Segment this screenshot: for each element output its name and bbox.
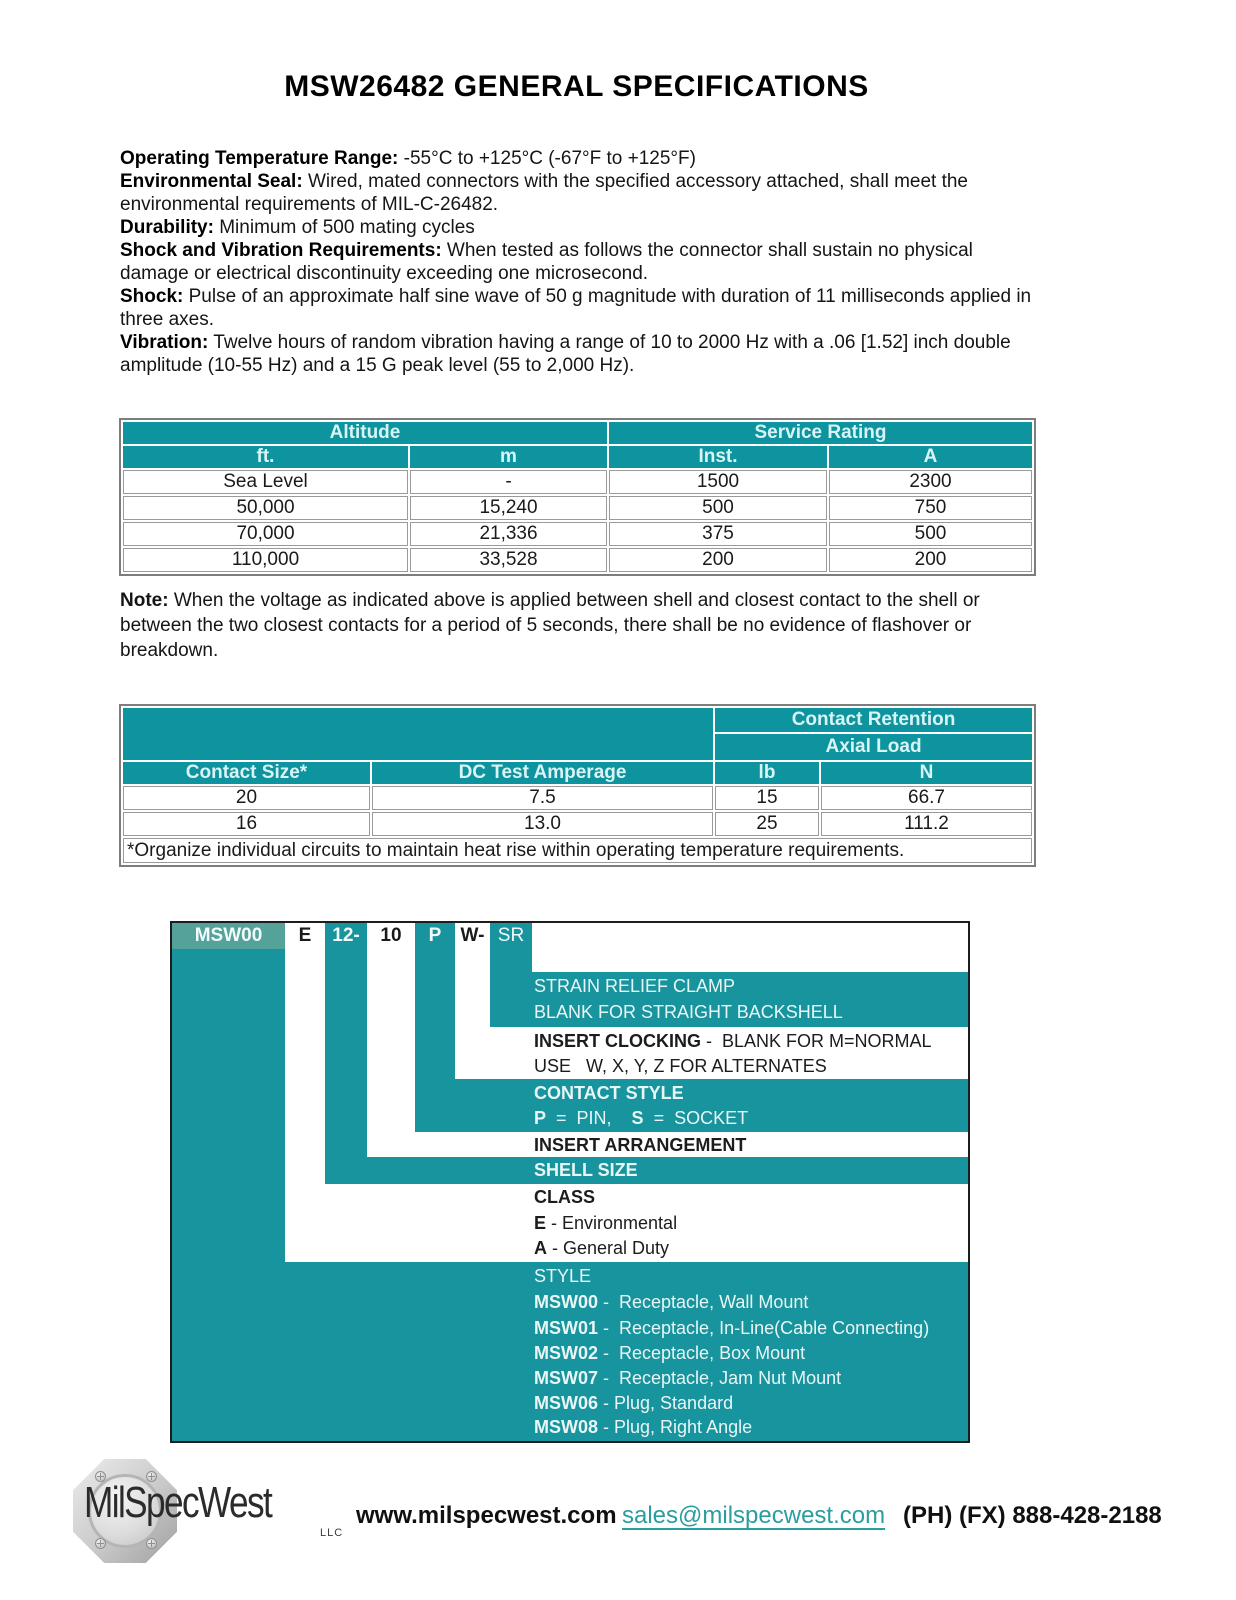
style-item: MSW08 - Plug, Right Angle xyxy=(534,1417,753,1437)
data-cell: 375 xyxy=(609,522,827,546)
screw-icon xyxy=(95,1538,106,1549)
col-header-m: m xyxy=(410,446,607,468)
data-cell: - xyxy=(410,470,607,494)
data-cell: 16 xyxy=(123,812,370,836)
website-url: www.milspecwest.com xyxy=(356,1502,617,1529)
col-header-ft: ft. xyxy=(123,446,408,468)
data-cell: 1500 xyxy=(609,470,827,494)
style-item: MSW07 - Receptacle, Jam Nut Mount xyxy=(534,1368,842,1388)
style-item: MSW01 - Receptacle, In-Line(Cable Connecting) xyxy=(534,1318,930,1338)
spec-vibration: Vibration: Twelve hours of random vibration having a range of 10 to 2000 Hz with a .06 [1.52] inch double amplitude (10-55 Hz) and a 15 G peak level (55 to 2,000 Hz). xyxy=(120,332,1011,376)
style-item: MSW00 - Receptacle, Wall Mount xyxy=(534,1292,809,1312)
shell-size-column-band xyxy=(325,923,367,1184)
data-cell: 25 xyxy=(715,812,819,836)
strain-relief-line-2: BLANK FOR STRAIGHT BACKSHELL xyxy=(534,1002,843,1022)
part-code-contact-style: P xyxy=(428,925,442,946)
part-code-shell-size: 12- xyxy=(332,925,360,946)
insert-clocking-line-1: INSERT CLOCKING - BLANK FOR M=NORMAL xyxy=(534,1031,932,1051)
data-cell: 110,000 xyxy=(123,548,408,572)
style-item: MSW06 - Plug, Standard xyxy=(534,1393,734,1413)
style-title: STYLE xyxy=(534,1266,592,1286)
data-cell: 200 xyxy=(829,548,1032,572)
data-cell: 500 xyxy=(609,496,827,520)
data-cell: 66.7 xyxy=(821,786,1032,810)
spec-environmental-seal: Environmental Seal: Wired, mated connectors with the specified accessory attached, shall meet the environmental requirements of MIL-C-26482. xyxy=(120,171,968,215)
axial-load-header: Axial Load xyxy=(715,734,1032,760)
data-cell: 20 xyxy=(123,786,370,810)
voltage-note: Note: When the voltage as indicated above is applied between shell and closest contact to the shell or between the two closest contacts for a period of 5 seconds, there shall be no evidence of flashover or breakdown. xyxy=(120,590,980,661)
strain-relief-line-1: STRAIN RELIEF CLAMP xyxy=(534,976,736,996)
table-row xyxy=(123,470,1032,494)
data-cell: 111.2 xyxy=(821,812,1032,836)
data-cell: 750 xyxy=(829,496,1032,520)
data-cell: 33,528 xyxy=(410,548,607,572)
table-row xyxy=(123,496,1032,520)
altitude-group-header: Altitude xyxy=(123,422,607,444)
data-cell: 200 xyxy=(609,548,827,572)
contact-style-title: CONTACT STYLE xyxy=(534,1083,684,1103)
screw-icon xyxy=(146,1538,157,1549)
phone-fax-number: (PH) (FX) 888-428-2188 xyxy=(903,1502,1162,1529)
data-cell: 21,336 xyxy=(410,522,607,546)
part-number-diagram xyxy=(170,921,970,1443)
data-cell: 2300 xyxy=(829,470,1032,494)
col-header-inst: Inst. xyxy=(609,446,827,468)
col-header-dc-test-amperage: DC Test Amperage xyxy=(372,762,713,784)
table-row xyxy=(123,522,1032,546)
spec-shock-vibration: Shock and Vibration Requirements: When tested as follows the connector shall sustain no physical damage or electrical discontinuity exceeding one microsecond. xyxy=(120,240,973,284)
col-header-contact-size: Contact Size* xyxy=(123,762,370,784)
data-cell: 15,240 xyxy=(410,496,607,520)
contact-style-values: P = PIN, S = SOCKET xyxy=(534,1108,749,1128)
table-row xyxy=(123,812,1032,836)
part-code-insert-arrangement: 10 xyxy=(380,925,402,946)
insert-clocking-line-2: USE W, X, Y, Z FOR ALTERNATES xyxy=(534,1056,827,1076)
milspecwest-logo-text: MilSpecWest xyxy=(84,1478,272,1527)
col-header-a: A xyxy=(829,446,1032,468)
general-specs-text xyxy=(120,147,1036,377)
class-title: CLASS xyxy=(534,1187,596,1207)
data-cell: 50,000 xyxy=(123,496,408,520)
altitude-service-rating-table xyxy=(119,418,1036,576)
part-code-class: E xyxy=(298,925,312,946)
table-row xyxy=(123,786,1032,810)
col-header-lb: lb xyxy=(715,762,819,784)
col-header-n: N xyxy=(821,762,1032,784)
class-environmental: E - Environmental xyxy=(534,1213,678,1233)
data-cell: 13.0 xyxy=(372,812,713,836)
data-cell: 70,000 xyxy=(123,522,408,546)
data-cell: Sea Level xyxy=(123,470,408,494)
data-cell: 15 xyxy=(715,786,819,810)
part-code-strain-relief: SR xyxy=(497,925,525,946)
contact-retention-group-header: Contact Retention xyxy=(715,708,1032,732)
part-code-style: MSW00 xyxy=(172,923,285,949)
data-cell: 7.5 xyxy=(372,786,713,810)
spec-operating-temp: Operating Temperature Range: -55°C to +125°C (-67°F to +125°F) xyxy=(120,148,696,169)
sales-email-link[interactable]: sales@milspecwest.com xyxy=(622,1502,886,1529)
shell-size-row-band xyxy=(325,1157,968,1184)
milspecwest-logo-llc: LLC xyxy=(320,1527,344,1539)
table-row xyxy=(123,548,1032,572)
service-rating-group-header: Service Rating xyxy=(609,422,1032,444)
data-cell: 500 xyxy=(829,522,1032,546)
contact-retention-table xyxy=(119,704,1036,867)
spec-shock: Shock: Pulse of an approximate half sine wave of 50 g magnitude with duration of 11 milliseconds applied in three axes. xyxy=(120,286,1032,330)
style-item: MSW02 - Receptacle, Box Mount xyxy=(534,1343,806,1363)
blank-header-cell xyxy=(123,708,713,760)
page-title: MSW26482 GENERAL SPECIFICATIONS xyxy=(284,70,869,103)
table-footnote: *Organize individual circuits to maintain heat rise within operating temperature requirements. xyxy=(123,838,1032,863)
class-general-duty: A - General Duty xyxy=(534,1238,670,1258)
shell-size-title: SHELL SIZE xyxy=(534,1160,638,1180)
insert-arrangement-title: INSERT ARRANGEMENT xyxy=(534,1135,747,1155)
spec-durability: Durability: Minimum of 500 mating cycles xyxy=(120,217,475,238)
part-code-insert-clocking: W- xyxy=(460,925,485,946)
